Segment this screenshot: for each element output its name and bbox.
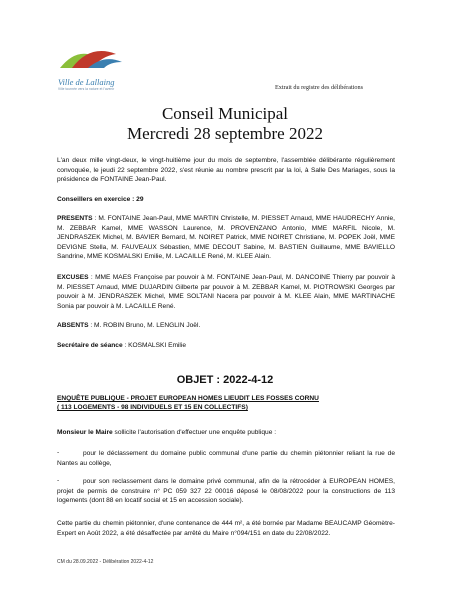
bullet-dash-1: -: [57, 449, 60, 456]
secretaire-paragraph: [57, 341, 395, 351]
meeting-date: Mercredi 28 septembre 2022: [127, 124, 323, 143]
excuses-text: : MME MAES Françoise par pouvoir à M. FONTAINE Jean-Paul, M. DANCOINE Thierry par pouvoir à M. PIESSET Arnaud, MME DUJARDIN Gilberte par pouvoir à M. ZEBBAR Kamel, M. PIOTROWSKI Georges par pouvoir à M. JENDRASZEK Michel, MME SOLTANI Nacera par pouvoir à M. KLEE Alain, MME MARTINACHE Sonia par pouvoir à M. LACAILLE René.: [57, 274, 395, 310]
secretaire-text: : KOSMALSKI Emilie: [122, 342, 187, 349]
objet-heading: OBJET : 2022-4-12: [176, 374, 274, 386]
absents-label: ABSENTS: [57, 322, 89, 329]
hills-logo-icon: [58, 42, 128, 72]
extract-label: Extrait du registre des délibérations: [275, 84, 363, 91]
logo-tagline: Ville tournée vers la nature et l'avenir: [58, 87, 115, 91]
conseillers-line: [57, 195, 395, 205]
presents-label: PRESENTS: [57, 215, 93, 222]
bullet-text-1: pour le déclassement du domaine public communal d'une partie du chemin piétonnier reliant la rue de Nantes au collège,: [57, 450, 395, 467]
absents-paragraph: [57, 321, 395, 331]
intro-paragraph: L'an deux mille vingt-deux, le vingt-huitième jour du mois de septembre, l'assemblée délibérante régulièrement convoquée, le jeudi 22 septembre 2022, s'est réunie au nombre prescrit par la loi, à Salle Des Mariages, sous la présidence de FONTAINE Jean-Paul.: [57, 157, 395, 184]
bullet-dash-2: -: [57, 477, 60, 484]
conseillers-label: Conseillers en exercice : 29: [57, 196, 144, 203]
closing-paragraph: Cette partie du chemin piétonnier, d'une contenance de 444 m², a été bornée par Madame BEAUCAMP Géomètre-Expert en Août 2022, a été désaffectée par arrêté du Maire n°094/151 en date du 22/08/2022.: [57, 520, 395, 537]
enquete-title-line2: ( 113 LOGEMENTS - 98 INDIVIDUELS ET 15 EN COLLECTIFS): [57, 404, 248, 411]
maire-text: sollicite l'autorisation d'effectuer une enquête publique :: [112, 429, 277, 436]
logo-name: Ville de Lallaing: [58, 77, 115, 87]
excuses-label: EXCUSES: [57, 274, 89, 281]
enquete-title: [57, 394, 395, 412]
page-footer: CM du 28.09.2022 - Délibération 2022-4-12: [57, 559, 154, 565]
bullet-text-2: pour son reclassement dans le domaine privé communal, afin de la rétrocéder à EUROPEAN HOMES, projet de permis de construire n° PC 059 327 22 00016 déposé le 08/08/2022 pour la constructions de 113 logements (dont 88 en locatif social et 15 en accession sociale).: [57, 478, 395, 505]
excuses-paragraph: [57, 273, 395, 311]
page-title: Conseil Municipal: [161, 104, 289, 123]
enquete-title-line1: ENQUÊTE PUBLIQUE - PROJET EUROPEAN HOMES LIEUDIT LES FOSSES CORNU: [57, 395, 319, 402]
presents-text: : M. FONTAINE Jean-Paul, MME MARTIN Christelle, M. PIESSET Arnaud, MME HAUDRECHY Annie, M. ZEBBAR Kamel, MME WASSON Laurence, M. PROVENZANO Antonio, MME MARFIL Nicole, M. JENDRASZEK Michel, M. BAVIER Bernard, M. NOIRET Patrick, MME NOIRET Christiane, M. POPEK Joël, MME DEVIGNE Stella, M. FAUVEAUX Sébastien, MME DECOUT Sabine, M. BASTIEN Guillaume, MME BAVIELLO Sandrine, MME KOSMALSKI Emilie, M. LACAILLE René, M. KLEE Alain.: [57, 215, 395, 261]
presents-paragraph: [57, 214, 395, 262]
maire-paragraph: [57, 428, 395, 438]
maire-label: Monsieur le Maire: [57, 429, 113, 436]
town-logo: [58, 42, 128, 100]
secretaire-label: Secrétaire de séance: [57, 342, 123, 349]
absents-text: : M. ROBIN Bruno, M. LENGLIN Joël.: [88, 322, 201, 329]
